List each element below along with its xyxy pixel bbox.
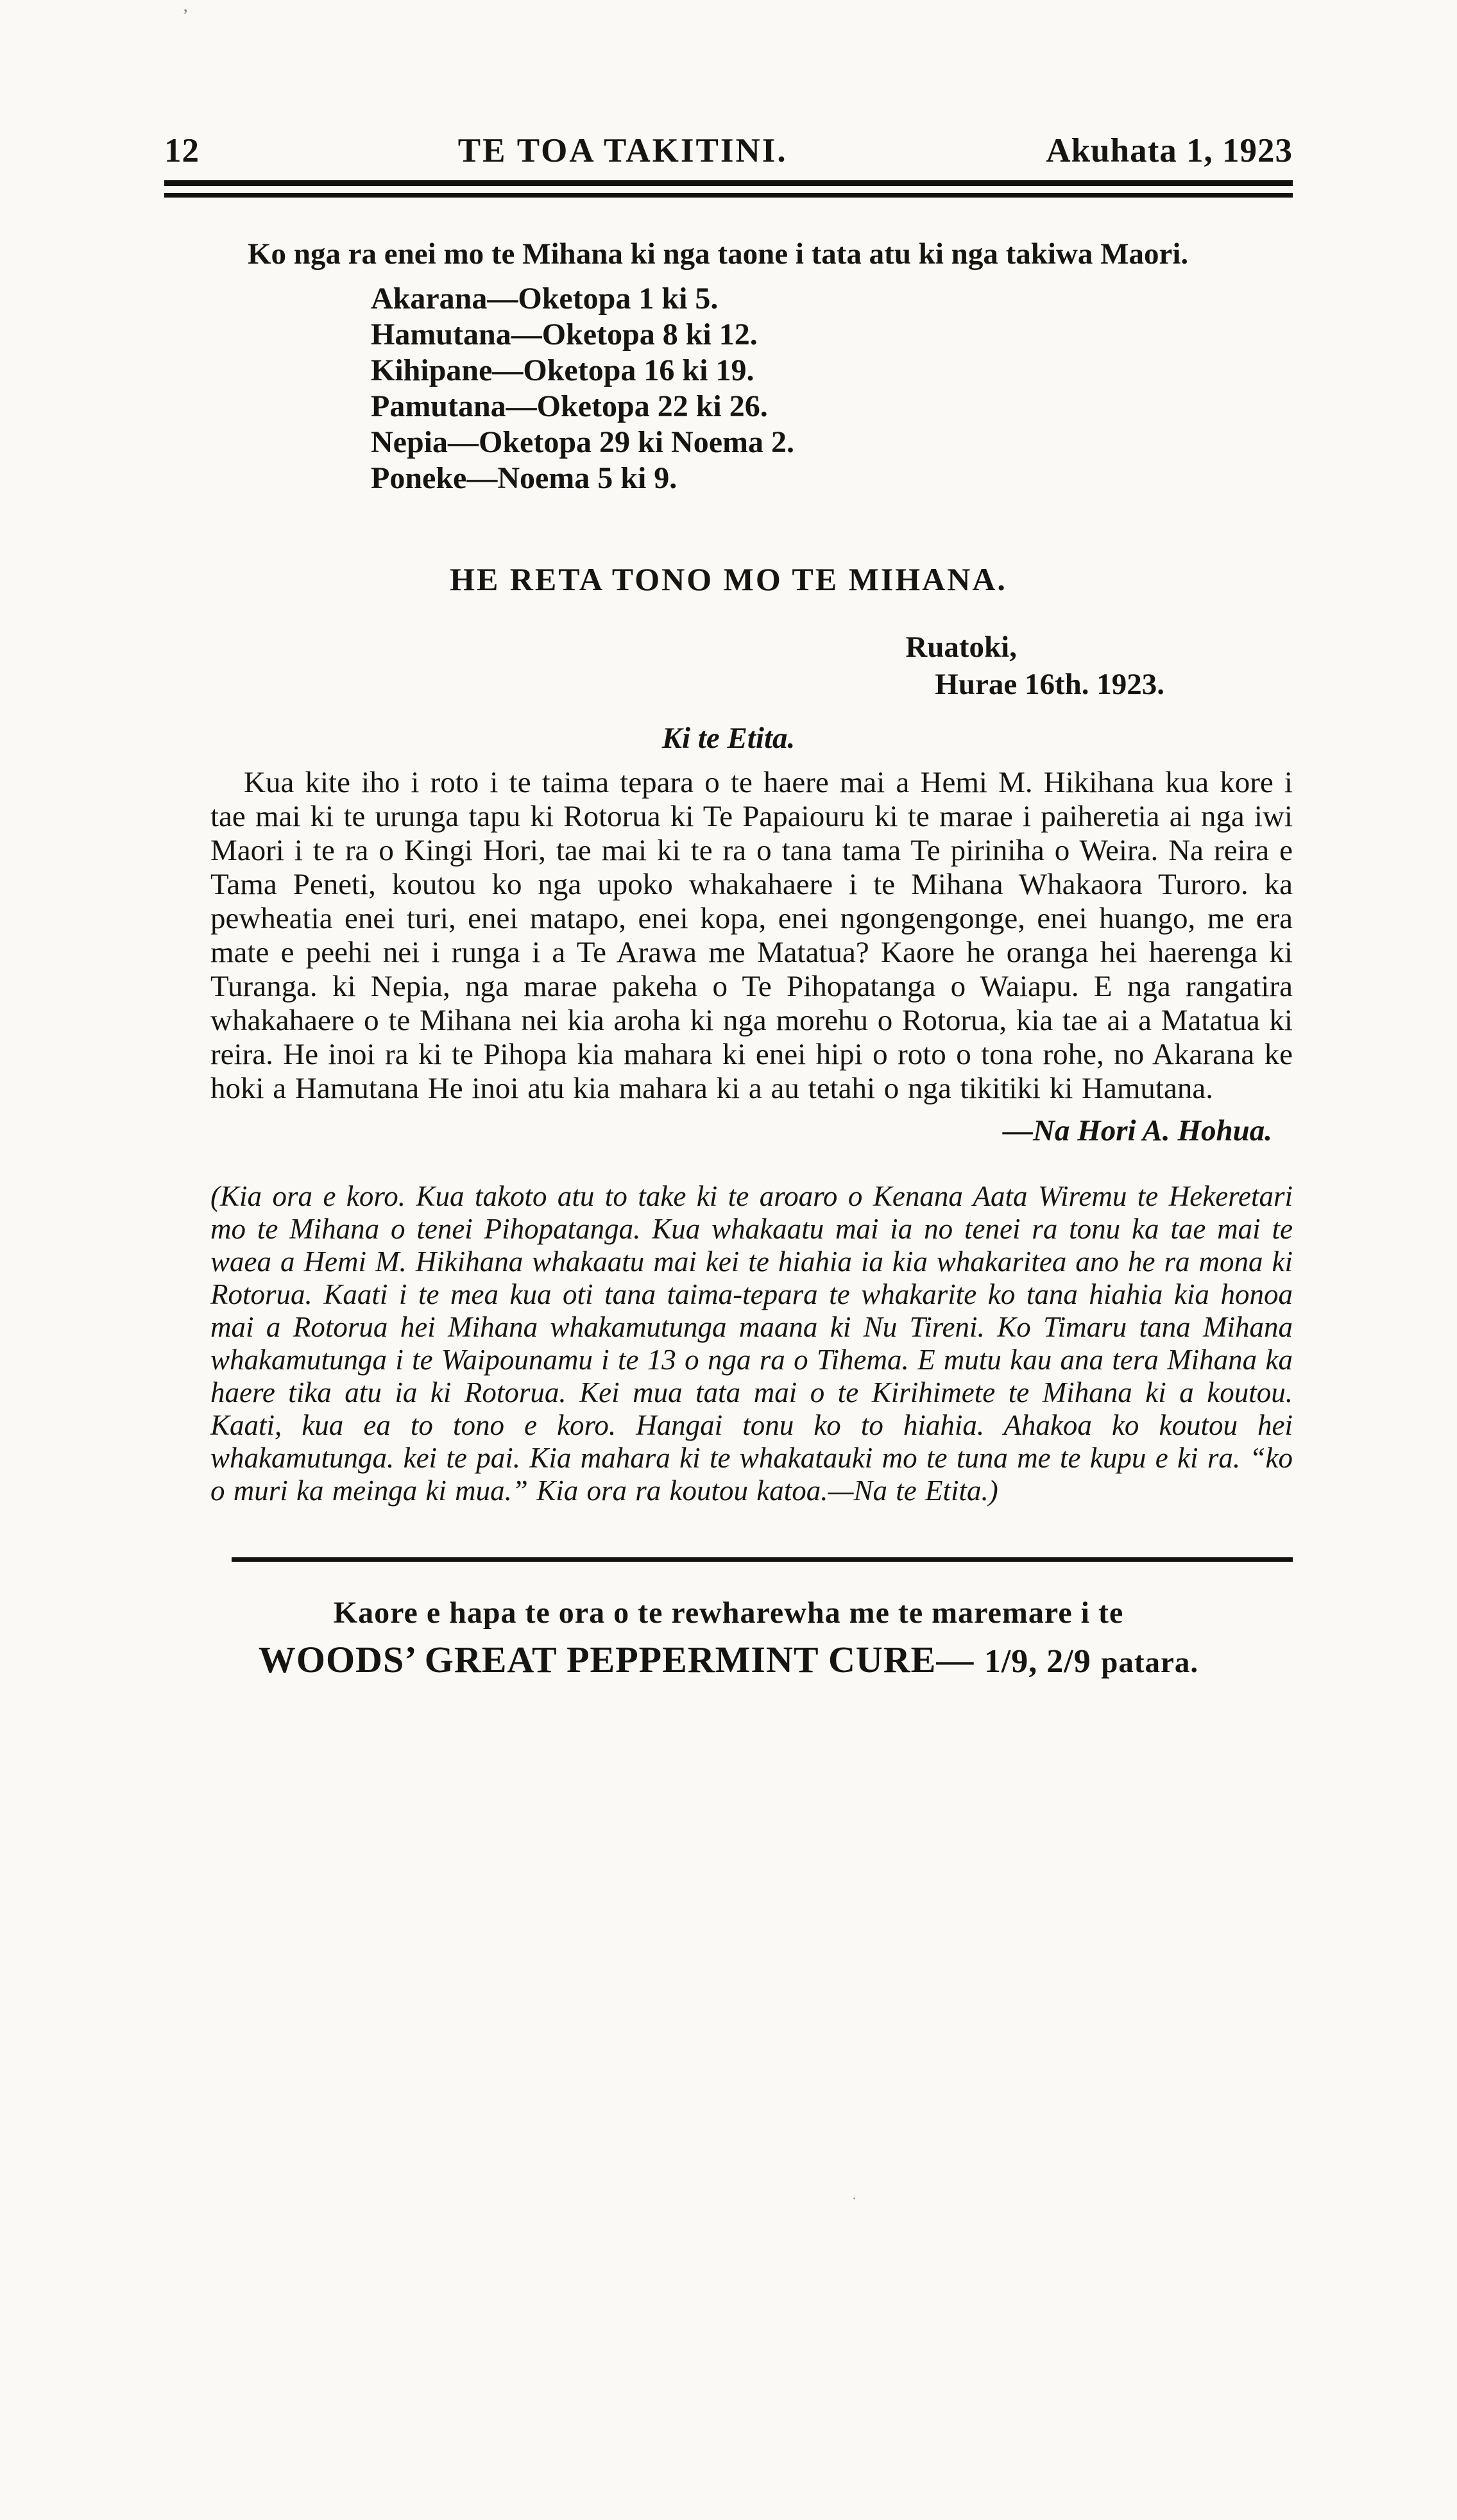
issue-date: Akuhata 1, 1923: [1046, 132, 1293, 169]
header-double-rule: [164, 180, 1293, 198]
masthead-title: TE TOA TAKITINI.: [457, 132, 788, 169]
schedule-item: Hamutana—Oketopa 8 ki 12.: [371, 317, 758, 351]
page-number: 12: [164, 132, 200, 169]
mission-schedule-list: [371, 281, 1293, 496]
advert-lead-line: Kaore e hapa te ora o te rewharewha me te maremare i te: [333, 1596, 1124, 1630]
advert-block: [164, 1595, 1293, 1681]
scan-artifact-top: ’: [182, 5, 189, 26]
letter-salutation: Ki te Etita.: [661, 722, 796, 755]
scan-artifact-bottom: ·: [852, 2190, 857, 2206]
schedule-item: Akarana—Oketopa 1 ki 5.: [371, 282, 719, 316]
page-header: [164, 131, 1293, 170]
schedule-item: Poneke—Noema 5 ki 9.: [371, 461, 677, 495]
advert-unit: patara.: [1101, 1646, 1199, 1679]
advert-divider-rule: [232, 1557, 1293, 1562]
advert-prices: 1/9, 2/9: [984, 1643, 1091, 1680]
mission-intro-paragraph: Ko nga ra enei mo te Mihana ki nga taone i tata atu ki nga takiwa Maori.: [248, 237, 1189, 271]
letter-body-paragraph: Kua kite iho i roto i te taima tepara o te haere mai a Hemi M. Hikihana kua kore i tae mai ki te urunga tapu ki Rotorua ki Te Papaiouru ki te marae i paiheretia ai nga iwi Maori i te ra o Kingi Hori, tae mai ki te ra o tana tama Te piriniha o Weira. Na reira e Tama Peneti, koutou ko nga upoko whakahaere i te Mihana Whakaora Turoro. ka pewheatia enei turi, enei matapo, enei kopa, enei ngongengonge, enei huango, me era mate e peehi nei i runga i a Te Arawa me Matatua? Kaore he oranga hei haerenga ki Turanga. ki Nepia, nga marae pakeha o Te Pihopatanga o Waiapu. E nga rangatira whakahaere o te Mihana nei kia aroha ki nga morehu o Rotorua, kia tae ai a Matatua ki reira. He inoi ra ki te Pihopa kia mahara ki enei hipi o roto o tona rohe, no Akarana ke hoki a Hamutana He inoi atu kia mahara ki a au tetahi o nga tikitiki ki Hamutana.: [210, 766, 1293, 1105]
editor-reply-paragraph: (Kia ora e koro. Kua takoto atu to take ki te aroaro o Kenana Aata Wiremu te Hekeretari mo te Mihana o tenei Pihopatanga. Kua whakaatu mai ia no tenei ra tonu ka tae mai te waea a Hemi M. Hikihana whakaatu mai kei te hiahia ia kia whakaritea ano he ra mona ki Rotorua. Kaati i te mea kua oti tana taima-tepara te whakarite ko tana hiahia kia honoa mai a Rotorua hei Mihana whakamutunga maana ki Nu Tireni. Ko Timaru tana Mihana whakamutunga i te Waipounamu i te 13 o nga ra o Tihema. E mutu kau ana tera Mihana ka haere tika atu ia ki Rotorua. Kei mua tata mai o te Kirihimete te Mihana ki a koutou. Kaati, kua ea to tono e koro. Hangai tonu ko to hiahia. Ahakoa ko koutou hei whakamutunga. kei te pai. Kia mahara ki te whakatauki mo te tuna me te kupu e ki ra. “ko o muri ka meinga ki mua.” Kia ora ra koutou katoa.—Na te Etita.): [210, 1180, 1293, 1507]
letter-signature: —Na Hori A. Hohua.: [1002, 1114, 1272, 1147]
schedule-item: Pamutana—Oketopa 22 ki 26.: [371, 389, 768, 423]
letter-section-heading: HE RETA TONO MO TE MIHANA.: [450, 561, 1007, 597]
advert-brand-name: WOODS’ GREAT PEPPERMINT CURE—: [258, 1639, 975, 1680]
letter-place: Ruatoki,: [905, 630, 1017, 664]
schedule-item: Kihipane—Oketopa 16 ki 19.: [371, 353, 754, 387]
schedule-item: Nepia—Oketopa 29 ki Noema 2.: [371, 425, 794, 459]
advert-brand-line: [164, 1638, 1293, 1681]
letter-date: Hurae 16th. 1923.: [935, 668, 1164, 701]
